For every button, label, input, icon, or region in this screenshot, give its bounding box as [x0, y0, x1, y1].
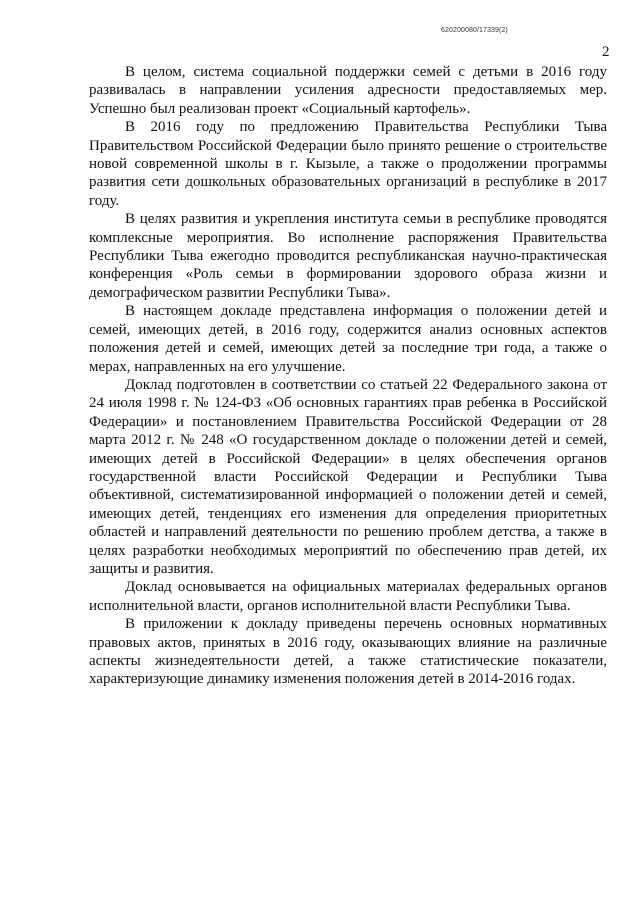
paragraph: Доклад подготовлен в соответствии со статьей 22 Федерального закона от 24 июля 1998 г. № 124-ФЗ «Об основных гарантиях прав ребенка в Российской Федерации» и постановлением Правительства Российской Федерации от 28 марта 2012 г. № 248 «О государственном докладе о положении детей и семей, имеющих детей в Российской Федерации» в целях обеспечения органов государственной власти Российской Федерации и Республики Тыва объективной, систематизированной информацией о положении детей и семей, имеющих детей, тенденциях его изменения для определения приоритетных областей и направлений деятельности по решению проблем детства, а также в целях разработки необходимых мероприятий по обеспечению прав детей, их защиты и развития.: [89, 376, 607, 577]
paragraph: В целях развития и укрепления института семьи в республике проводятся комплексные мероприятия. Во исполнение распоряжения Правительства Республики Тыва ежегодно проводится республиканская научно-практическая конференция «Роль семьи в формировании здорового образа жизни и демографическом развитии Республики Тыва».: [89, 211, 607, 301]
paragraph: В приложении к докладу приведены перечень основных нормативных правовых актов, принятых в 2016 году, оказывающих влияние на различные аспекты жизнедеятельности детей, а также статистические показатели, характеризующие динамику изменения положения детей в 2014-2016 годах.: [89, 616, 607, 688]
document-body: [89, 63, 607, 689]
paragraph: В целом, система социальной поддержки семей с детьми в 2016 году развивалась в направлении усиления адресности предоставляемых мер. Успешно был реализован проект «Социальный картофель».: [89, 64, 607, 117]
page-number: 2: [602, 44, 610, 60]
document-code: 620200080/17339(2): [441, 27, 508, 34]
paragraph: Доклад основывается на официальных материалах федеральных органов исполнительной власти, органов исполнительной власти Республики Тыва.: [89, 579, 607, 614]
paragraph: В настоящем докладе представлена информация о положении детей и семей, имеющих детей, в 2016 году, содержится анализ основных аспектов положения детей и семей, имеющих детей за последние три года, а также о мерах, направленных на его улучшение.: [89, 303, 607, 375]
paragraph: В 2016 году по предложению Правительства Республики Тыва Правительством Российской Федерации было принято решение о строительстве новой современной школы в г. Кызыле, а также о продолжении программы развития сети дошкольных образовательных организаций в республике в 2017 году.: [89, 119, 607, 209]
